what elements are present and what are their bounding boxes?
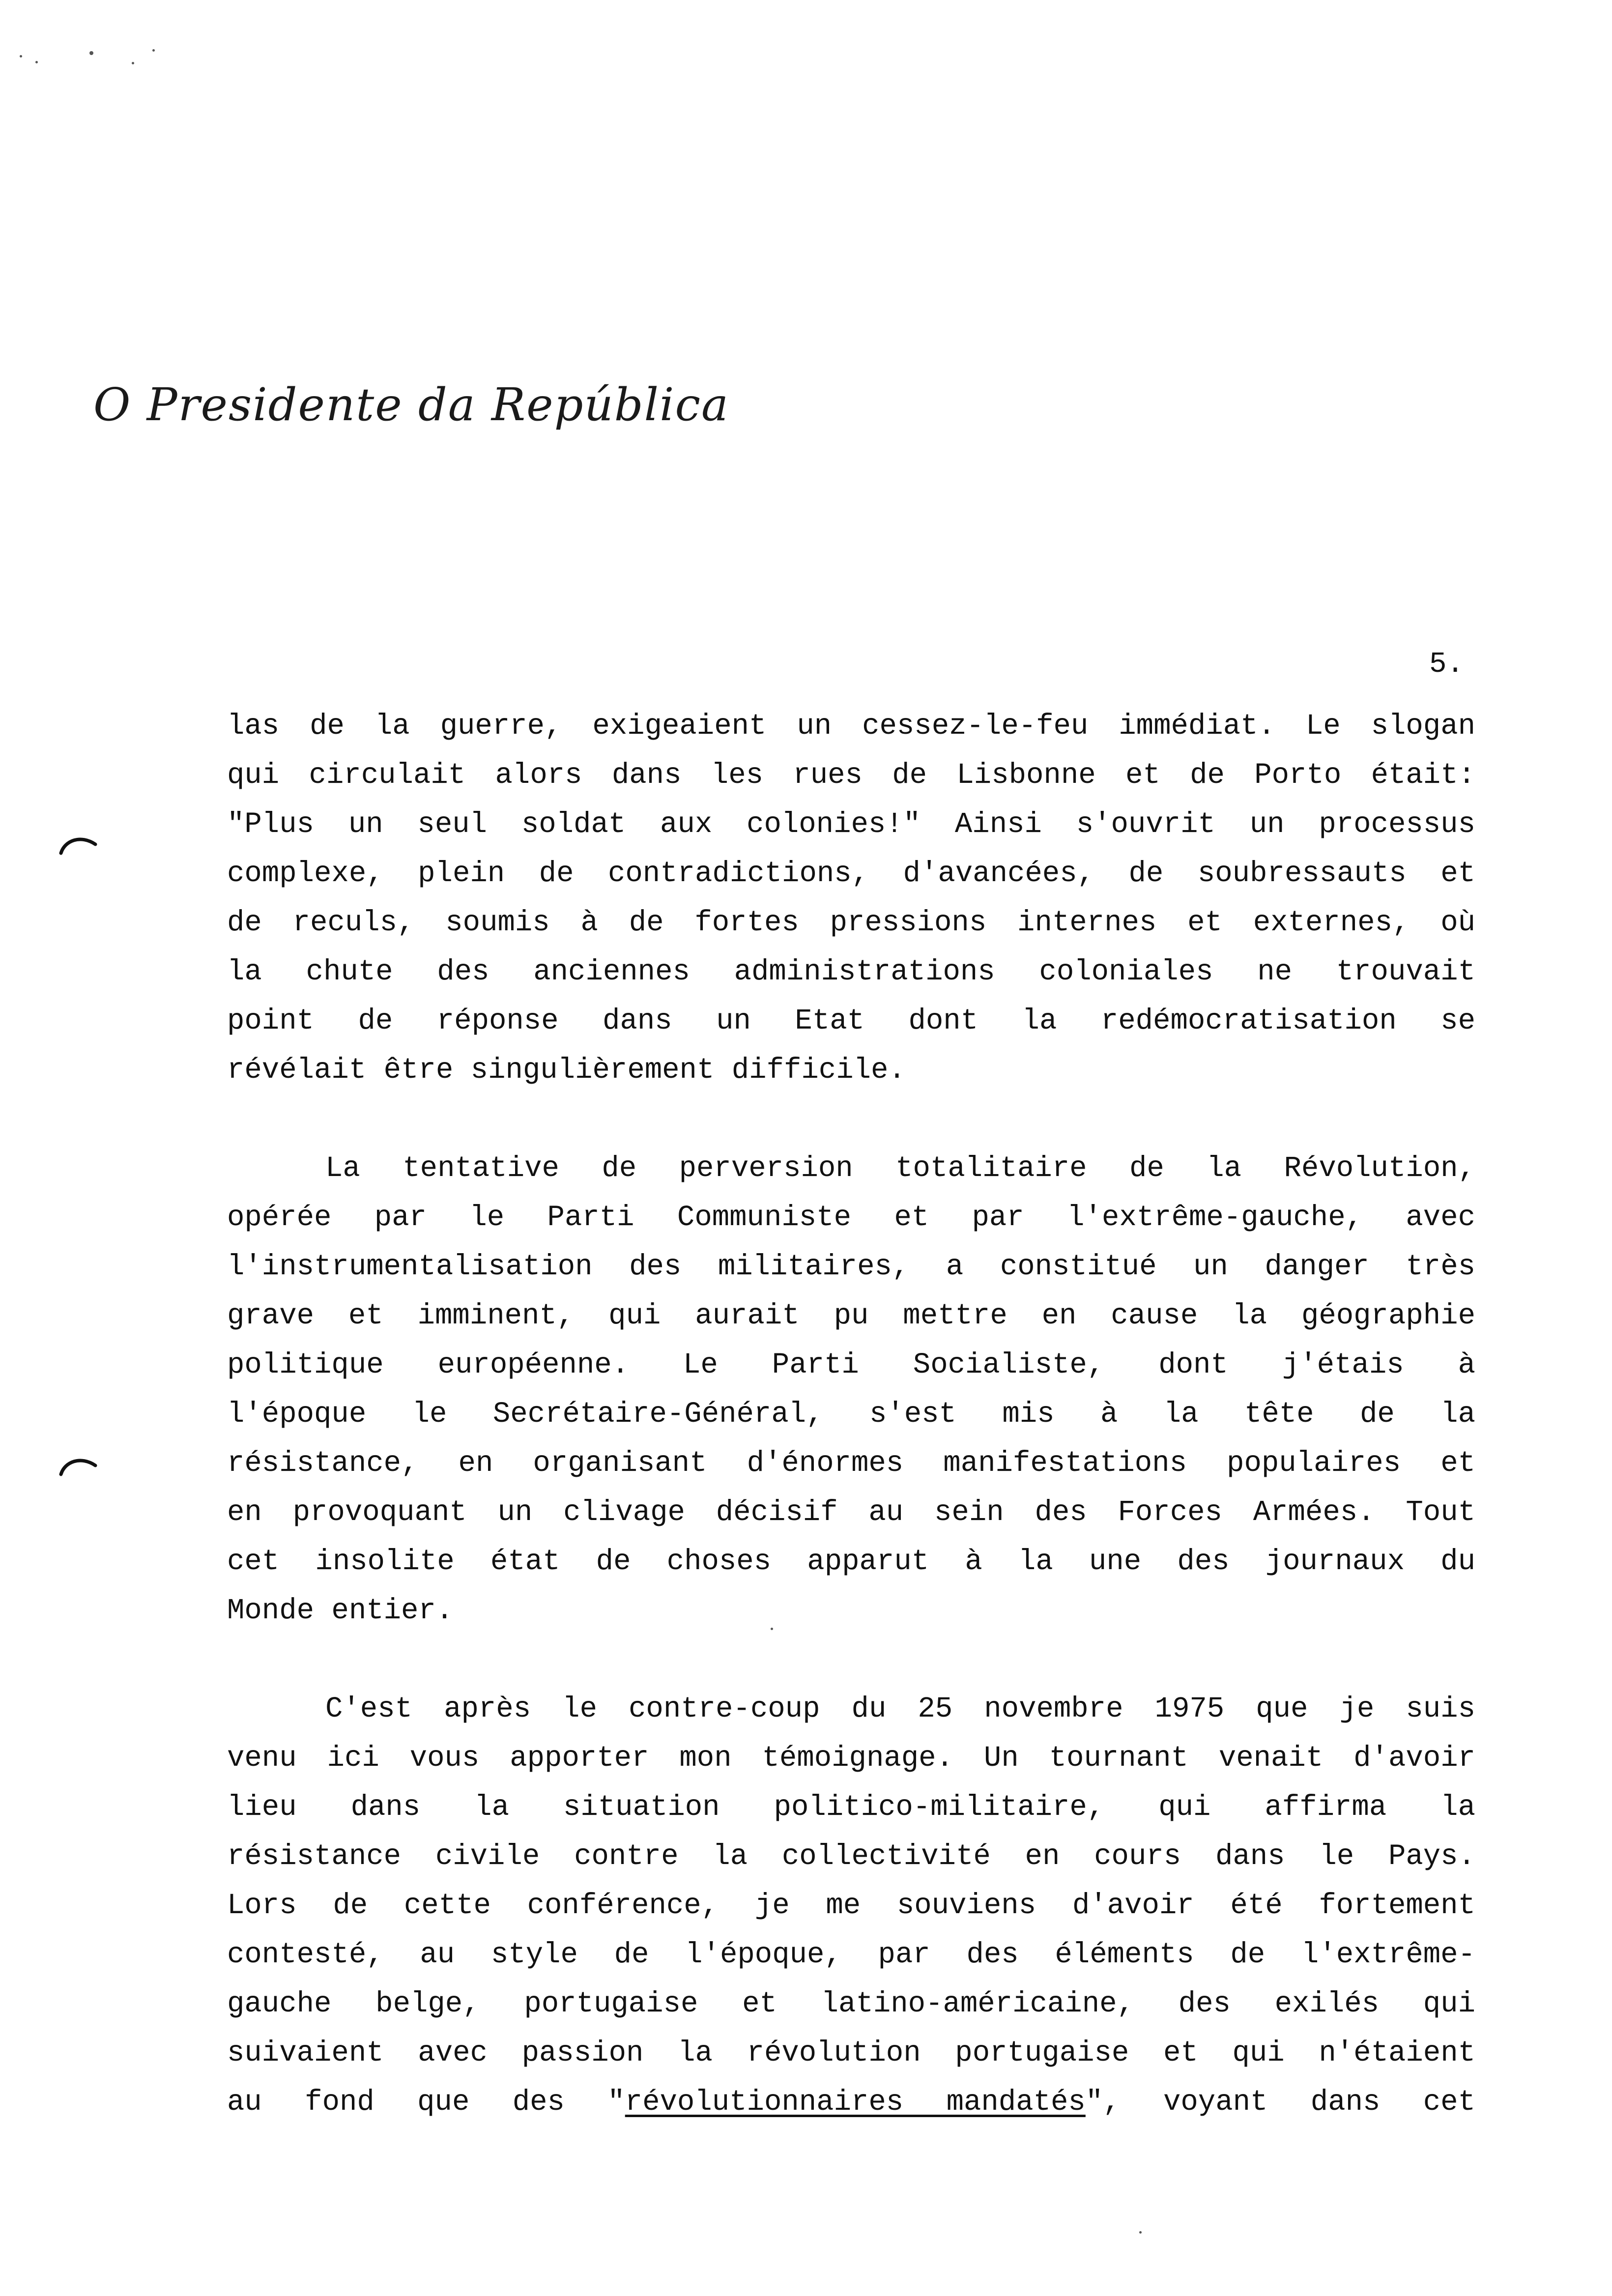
text-line: l'époque le Secrétaire-Général, s'est mis à la tête de la [227, 1398, 1475, 1431]
text-segment: au fond que des " [227, 2086, 625, 2119]
text-line: révélait être singulièrement difficile. [227, 1054, 906, 1087]
text-line: résistance civile contre la collectivité en cours dans le Pays. [227, 1840, 1475, 1873]
scan-speck [20, 55, 22, 57]
text-line-final [227, 2078, 1475, 2127]
text-line: Lors de cette conférence, je me souviens d'avoir été fortement [227, 1889, 1475, 1922]
text-line: politique européenne. Le Parti Socialiste, dont j'étais à [227, 1349, 1475, 1381]
text-line: la chute des anciennes administrations coloniales ne trouvait [227, 955, 1475, 988]
page-number: 5. [1429, 648, 1464, 681]
text-line: lieu dans la situation politico-militaire, qui affirma la [227, 1791, 1475, 1824]
paragraph [227, 1685, 1475, 2127]
text-line: de reculs, soumis à de fortes pressions internes et externes, où [227, 906, 1475, 939]
paragraph-gap [227, 1095, 1475, 1144]
text-line: complexe, plein de contradictions, d'avancées, de soubressauts et [227, 857, 1475, 890]
scan-speck [132, 62, 134, 64]
text-line: La tentative de perversion totalitaire de la Révolution, [325, 1152, 1475, 1185]
text-line: cet insolite état de choses apparut à la une des journaux du [227, 1545, 1475, 1578]
text-line: Monde entier. [227, 1594, 454, 1627]
text-line: venu ici vous apporter mon témoignage. Un tournant venait d'avoir [227, 1742, 1475, 1775]
margin-bracket-icon [58, 833, 97, 855]
body-text [227, 702, 1475, 2127]
text-line: gauche belge, portugaise et latino-américaine, des exilés qui [227, 1987, 1475, 2020]
letterhead: O Presidente da República [93, 378, 729, 431]
scan-speck [152, 49, 155, 52]
paragraph [227, 1144, 1475, 1636]
text-line: suivaient avec passion la révolution portugaise et qui n'étaient [227, 2037, 1475, 2069]
text-line: en provoquant un clivage décisif au sein des Forces Armées. Tout [227, 1496, 1475, 1529]
paragraph-gap [227, 1636, 1475, 1685]
text-line: l'instrumentalisation des militaires, a constitué un danger très [227, 1250, 1475, 1283]
text-line: opérée par le Parti Communiste et par l'extrême-gauche, avec [227, 1201, 1475, 1234]
text-line: C'est après le contre-coup du 25 novembre 1975 que je suis [325, 1693, 1475, 1725]
scan-speck [35, 61, 38, 63]
paragraph [227, 702, 1475, 1095]
text-line: qui circulait alors dans les rues de Lisbonne et de Porto était: [227, 759, 1475, 792]
text-line: résistance, en organisant d'énormes manifestations populaires et [227, 1447, 1475, 1480]
text-line: point de réponse dans un Etat dont la redémocratisation se [227, 1004, 1475, 1037]
underlined-phrase: révolutionnaires mandatés [625, 2086, 1086, 2119]
scan-speck [771, 1628, 773, 1630]
text-line: contesté, au style de l'époque, par des éléments de l'extrême- [227, 1938, 1475, 1971]
scan-speck [89, 51, 93, 55]
scan-speck [1139, 2231, 1142, 2234]
text-segment: ", voyant dans cet [1085, 2086, 1475, 2119]
margin-bracket-icon [58, 1455, 97, 1476]
text-line: grave et imminent, qui aurait pu mettre en cause la géographie [227, 1299, 1475, 1332]
text-line: las de la guerre, exigeaient un cessez-le-feu immédiat. Le slogan [227, 710, 1475, 743]
text-line: "Plus un seul soldat aux colonies!" Ainsi s'ouvrit un processus [227, 808, 1475, 841]
